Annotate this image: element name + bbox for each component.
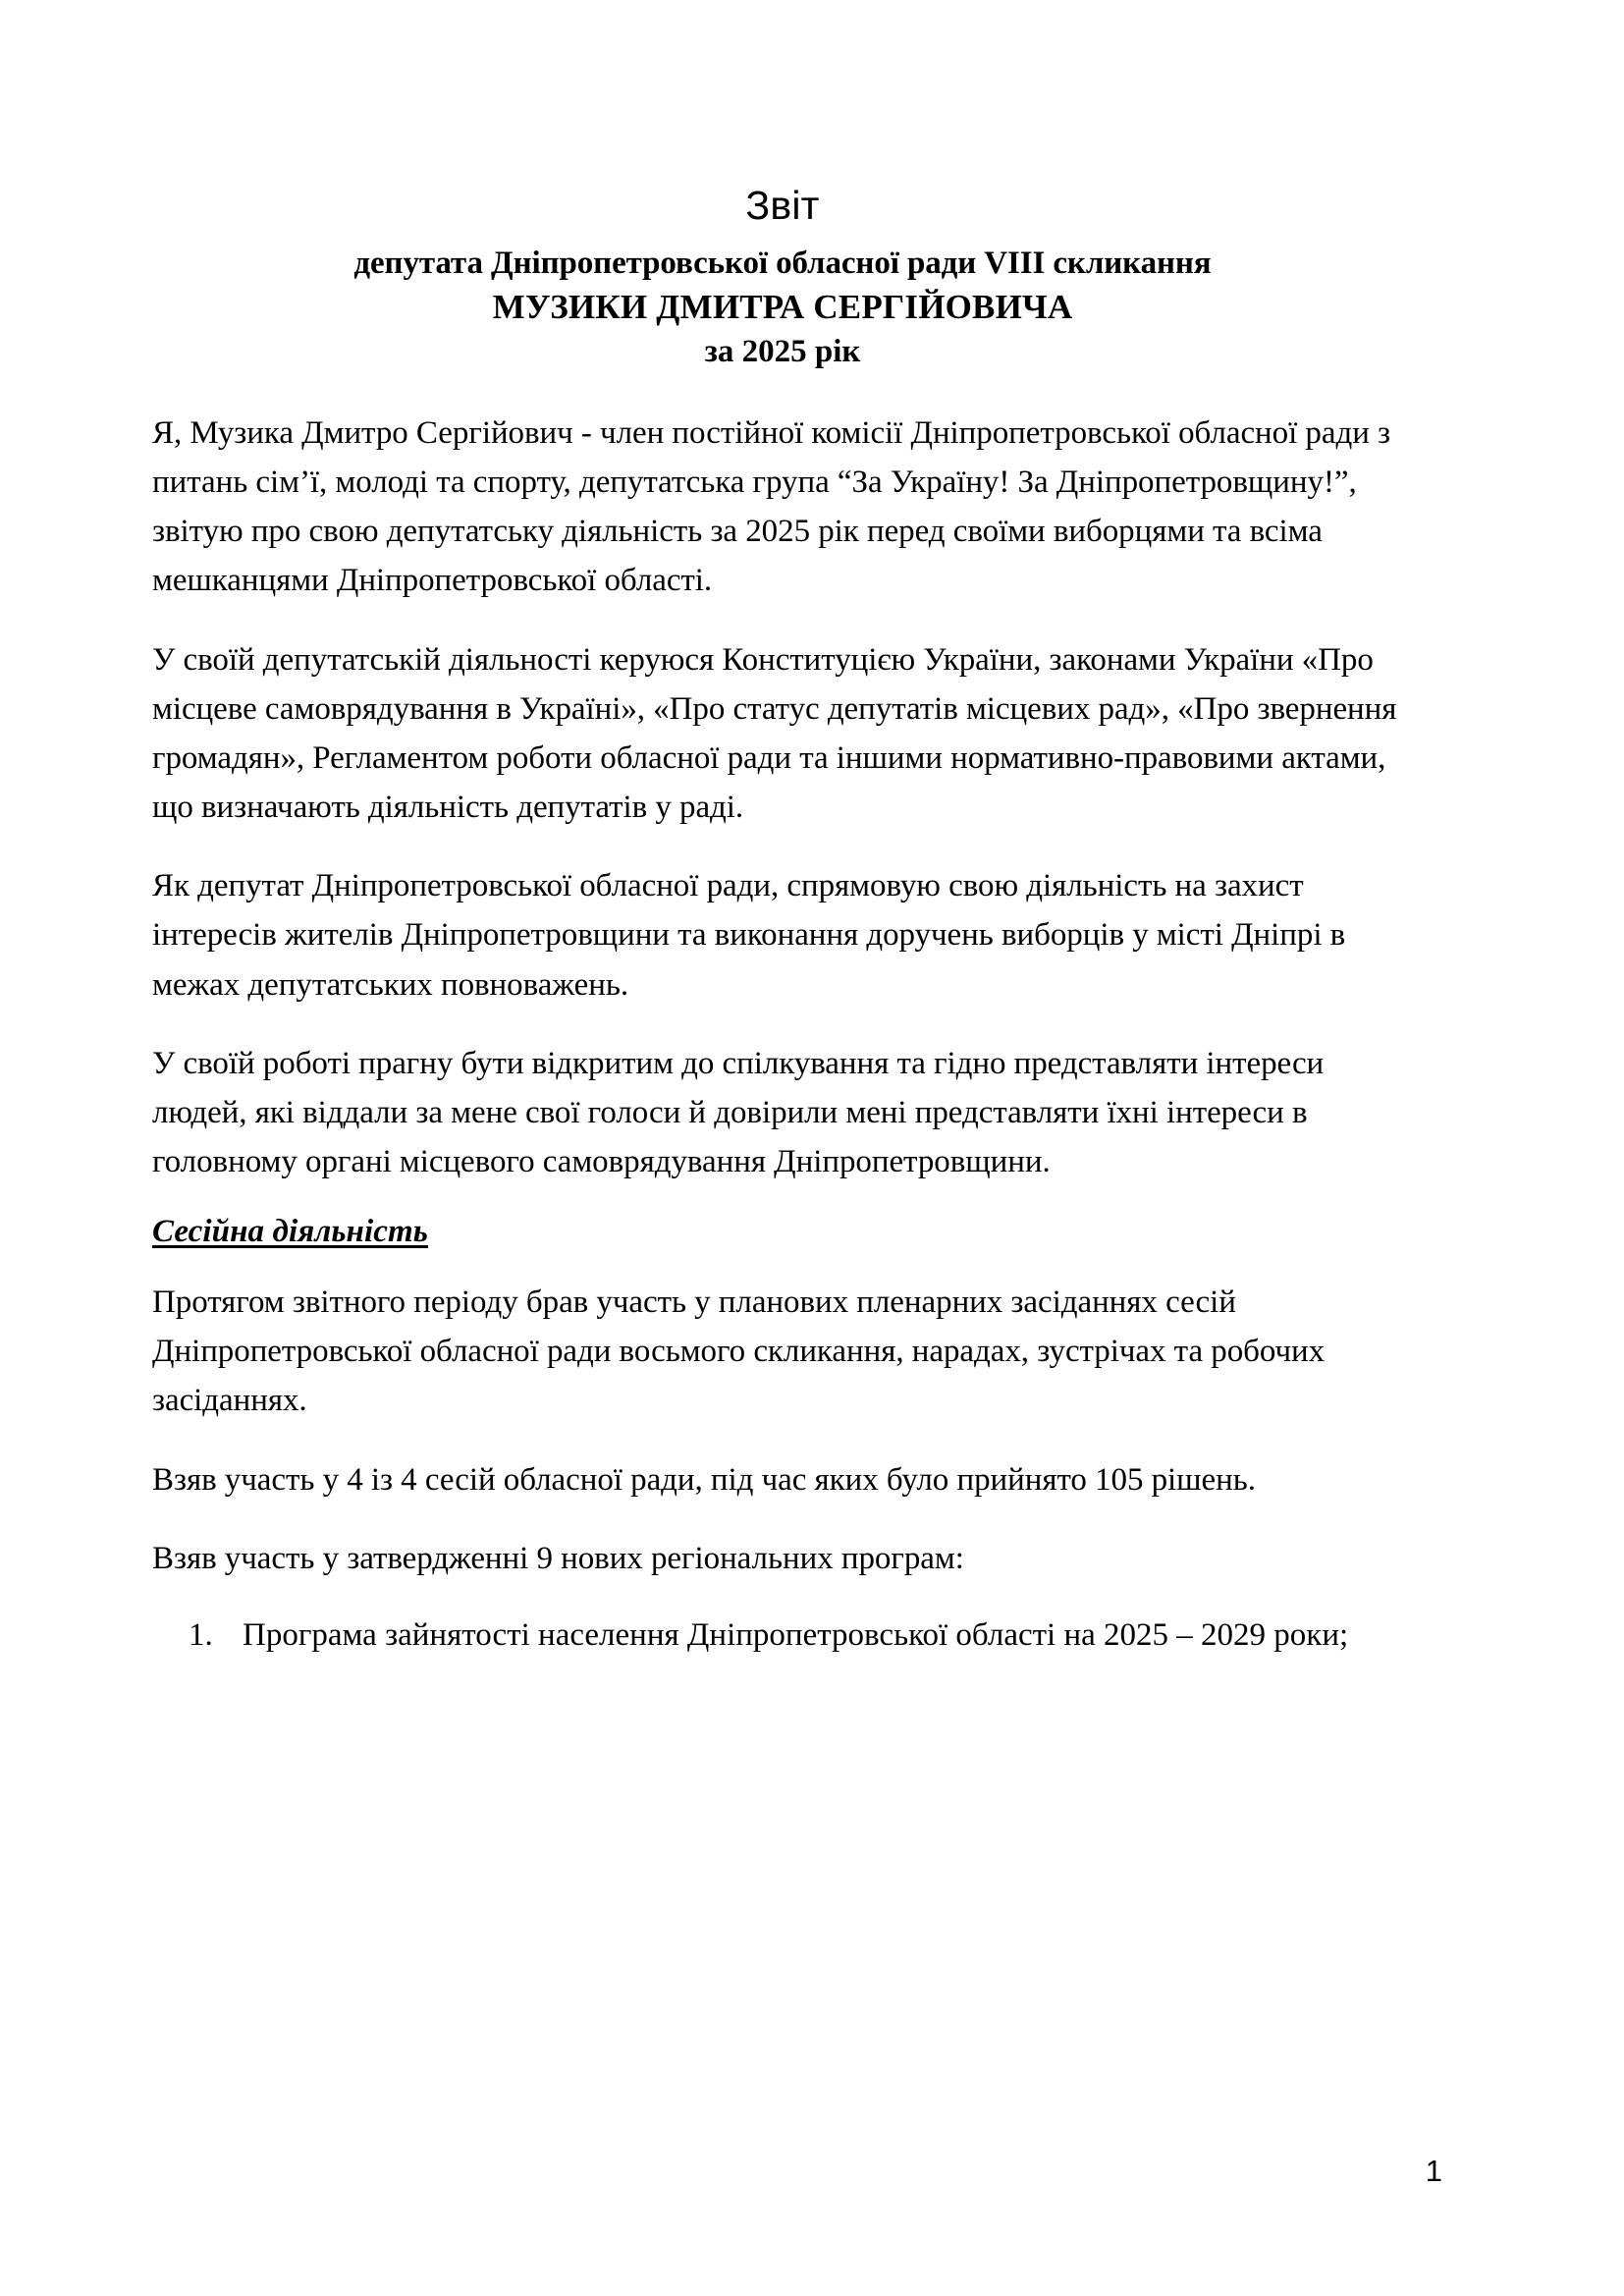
subtitle-line-deputy-council: депутата Дніпропетровської обласної ради VIII скликання <box>353 246 1212 282</box>
intro-paragraph: Я, Музика Дмитро Сергійович - член постійної комісії Дніпропетровської обласної ради з питань сім’ї, молоді та спорту, депутатська група “За Україну! За Дніпропетровщину!”, звітую про свою депутатську діяльність за 2025 рік перед своїми виборцями та всіма мешканцями Дніпропетровської області. <box>152 414 1391 599</box>
page-number: 1 <box>1425 2154 1442 2188</box>
regional-programs-list <box>152 1611 1413 1660</box>
section-heading-session-activity: Сесійна діяльність <box>152 1214 428 1250</box>
programs-intro-paragraph: Взяв участь у затвердженні 9 нових регіональних програм: <box>152 1540 964 1576</box>
subtitle-line-deputy-name: МУЗИКИ ДМИТРА СЕРГІЙОВИЧА <box>492 288 1073 327</box>
openness-paragraph: У своїй роботі прагну бути відкритим до спілкування та гідно представляти інтереси людей, які віддали за мене свої голоси й довірили мені представляти їхні інтереси в головному органі місцевого самоврядування Дніпропетровщини. <box>152 1045 1325 1180</box>
session-participation-paragraph: Протягом звітного періоду брав участь у планових пленарних засіданнях сесій Дніпропетровської обласної ради восьмого скликання, нарадах, зустрічах та робочих засіданнях. <box>152 1285 1326 1419</box>
legal-basis-paragraph: У своїй депутатській діяльності керуюся Конституцією України, законами України «Про місцеве самоврядування в Україні», «Про статус депутатів місцевих рад», «Про звернення громадян», Регламентом роботи обласної ради та іншими нормативно-правовими актами, що визначають діяльність депутатів у раді. <box>152 641 1397 826</box>
list-item: 1. Програма зайнятості населення Дніпропетровської області на 2025 – 2029 роки; <box>221 1611 1413 1660</box>
page-title: Звіт <box>745 183 820 228</box>
sessions-count-paragraph: Взяв участь у 4 із 4 сесій обласної ради, під час яких було прийнято 105 рішень. <box>152 1461 1256 1498</box>
document-body <box>152 409 1413 1660</box>
subtitle-line-year: за 2025 рік <box>704 333 861 369</box>
document-subtitle <box>152 243 1413 373</box>
activity-focus-paragraph: Як депутат Дніпропетровської обласної ради, спрямовую свою діяльність на захист інтересів жителів Дніпропетровщини та виконання доручень виборців у місті Дніпрі в межах депутатських повноважень. <box>152 868 1346 1003</box>
